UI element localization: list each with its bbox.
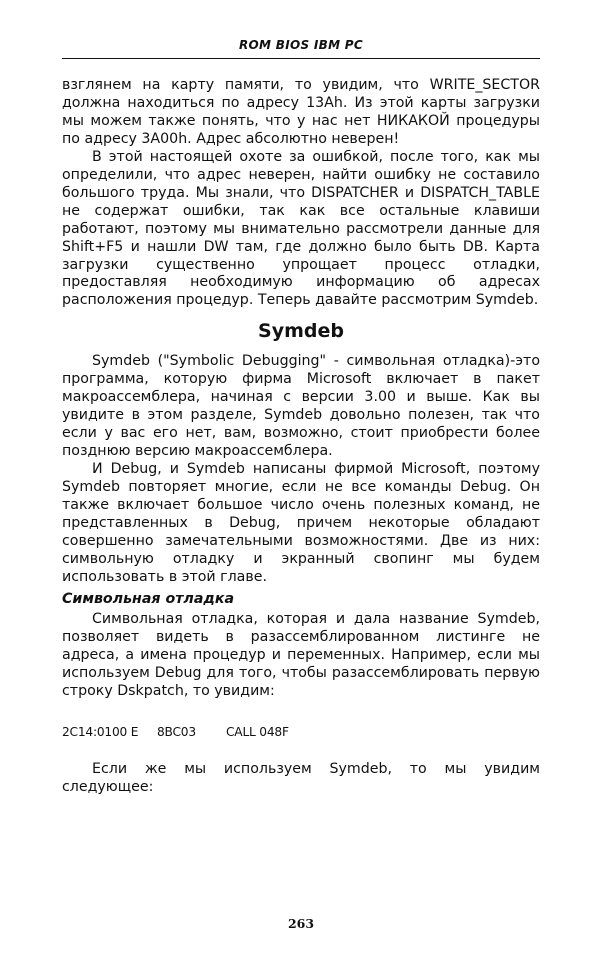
code-hex: 8BC03 xyxy=(157,724,196,739)
book-page xyxy=(62,0,540,969)
page-number: 263 xyxy=(287,916,315,931)
paragraph-bug-hunt: В этой настоящей охоте за ошибкой, после того, как мы определили, что адрес неверен, найти ошибку не составило большого труда. Мы знали, что DISPATCHER и DISPATCH_TABLE не содержат ошибки, так как все остальные клавиши работают, поэтому мы внимательно рассмотрели данные для Shift+F5 и нашли DW там, где должно было быть DB. Карта загрузки существенно упрощает процесс отладки, предоставляя необходимую информацию об адресах расположения процедур. Теперь давайте рассмотрим Symdeb. xyxy=(62,148,540,309)
subsection-title: Символьная отладка xyxy=(62,590,235,607)
code-instruction: CALL 048F xyxy=(226,724,289,739)
paragraph-symdeb-result: Если же мы используем Symdeb, то мы увидим следующее: xyxy=(62,760,540,795)
page-body xyxy=(62,77,540,796)
paragraph-debug-and-symdeb: И Debug, и Symdeb написаны фирмой Microsoft, поэтому Symdeb повторяет многие, если не все команды Debug. Он также включает большое число очень полезных команд, не представленных в Debug, причем некоторые обладают совершенно замечательными возможностями. Две из них: символьную отладку и экранный свопинг мы будем использовать в этой главе. xyxy=(62,461,540,585)
code-address: 2C14:0100 E xyxy=(62,724,139,739)
running-head: ROM BIOS IBM PC xyxy=(238,38,364,52)
paragraph-continued: взглянем на карту памяти, то увидим, что WRITE_SECTOR должна находиться по адресу 13Ah. Из этой карты загрузки мы можем также понять, что у нас нет НИКАКОЙ процедуры по адресу 3A00h. Адрес абсолютно неверен! xyxy=(62,77,540,147)
paragraph-symbolic-debugging: Символьная отладка, которая и дала название Symdeb, позволяет видеть в разассемблированном листинге не адреса, а имена процедур и переменных. Например, если мы используем Debug для того, чтобы разассемблировать первую строку Dskpatch, то увидим: xyxy=(62,610,540,699)
paragraph-symdeb-intro: Symdeb ("Symbolic Debugging" - символьная отладка)-это программа, которую фирма Microsoft включает в пакет макроассемблера, начиная с версии 3.00 и выше. Как вы увидите в этом разделе, Symdeb довольно полезен, так что если у вас его нет, вам, возможно, стоит приобрести более позднюю версию макроассемблера. xyxy=(62,353,540,460)
section-title: Symdeb xyxy=(258,320,344,343)
code-listing-line xyxy=(62,724,540,740)
header-rule xyxy=(62,58,540,59)
